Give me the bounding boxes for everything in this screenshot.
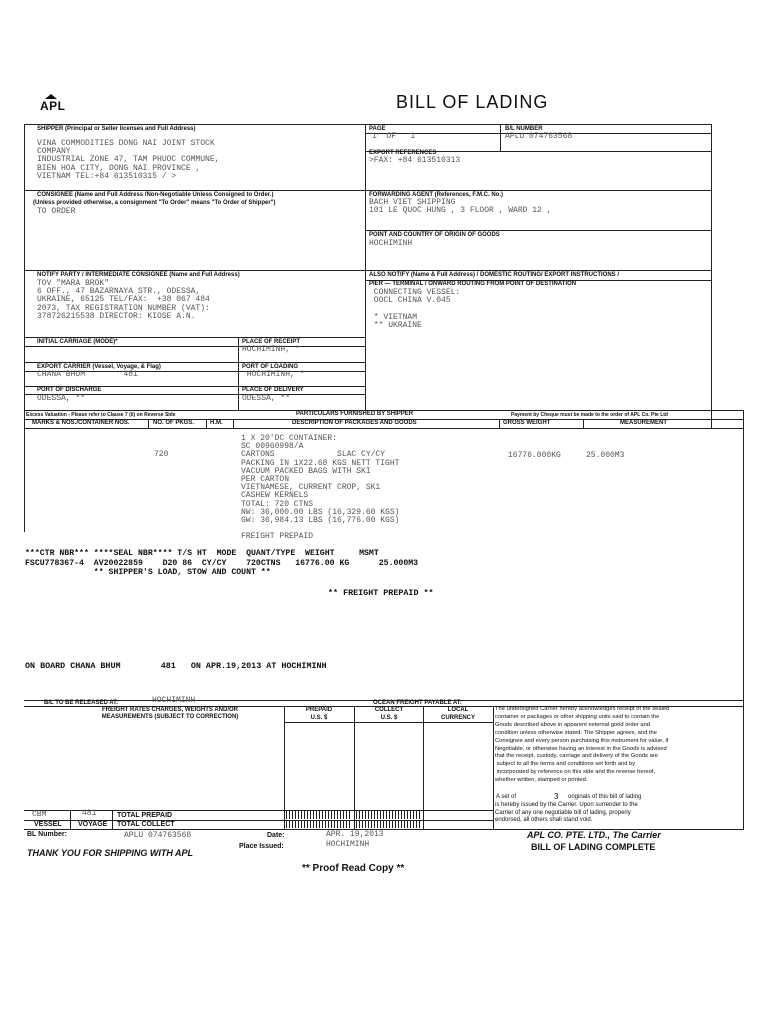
- rates-label-1: FREIGHT RATES CHARGES, WEIGHTS AND/OR: [101, 707, 238, 713]
- footer-date-label: Date:: [267, 832, 285, 839]
- payment-note: Payment by Cheque must be made to the order of APL Co. Pte Ltd: [511, 412, 668, 418]
- col-pkgs: NO. OF PKGS.: [153, 420, 195, 426]
- forwarding-label: FORWARDING AGENT (References, F.M.C. No.): [369, 192, 504, 198]
- local-currency: CURRENCY: [440, 715, 475, 721]
- prepaid-total-hatch: [286, 811, 352, 819]
- page-value: 1 OF 1: [372, 132, 416, 141]
- collect-currency: U.S. $: [380, 715, 398, 721]
- carrier-name: APL CO. PTE. LTD., The Carrier: [527, 830, 661, 840]
- logo-text: APL: [40, 99, 66, 113]
- footer-place-value: HOCHIMINH: [326, 840, 370, 849]
- also-notify-value: CONNECTING VESSEL: OOCL CHINA V.045 * VIETNAM ** UKRAINE: [373, 288, 461, 330]
- initial-carriage-label: INITIAL CARRIAGE (MODE)*: [37, 339, 118, 345]
- origin-label: POINT AND COUNTRY OF ORIGIN OF GOODS: [369, 232, 500, 238]
- export-carrier-value: CHANA BHUM 481: [37, 370, 138, 379]
- excess-valuation-note: Excess Valuation - Please refer to Clause 7 (ii) on Reverse Side: [26, 412, 176, 418]
- proof-read-copy: ** Proof Read Copy **: [302, 863, 405, 874]
- footer-bl-value: APLU 074763568: [124, 831, 192, 840]
- total-collect-label: TOTAL COLLECT: [117, 821, 175, 828]
- port-discharge-value: ODESSA, **: [37, 394, 86, 403]
- local-label: LOCAL: [447, 707, 469, 713]
- voyage-label: VOYAGE: [78, 821, 108, 828]
- pkgs-value: 720: [154, 450, 169, 459]
- notify-value: TOV "MARA BROK" 6 OFF., 47 BAZARNAYA STR., ODESSA, UKRAINE, 65125 TEL/FAX: +38 067 484 2073, TAX REGISTRATION NUMBER (VAT): 378726215538 DIRECTOR: KIOSE A.N.: [37, 279, 210, 321]
- prepaid-currency: U.S. $: [310, 715, 328, 721]
- goods-description: 1 X 20'DC CONTAINER: SC 00960998/A CARTONS SLAC CY/CY PACKING IN 1X22.68 KGS NETT TIGHT VACUUM PACKED BAGS WITH SKI PER CARTON VIETNAMESE, CURRENT CROP, SK1 CASHEW KERNELS TOTAL: 720 CTNS NW: 36,000.00 LBS (16,329.60 KGS) GW: 36,984.13 LBS (16,776.00 KGS) FREIGHT PREPAID: [241, 434, 400, 542]
- carrier-terms: The undersigned Carrier hereby acknowledges receipt of the sealed container or packages or other shipping units said to contain the Goods described above in apparent external good order and condition unless otherwise stated. The Shipper agrees, and the Consignee and every person purchasing this instrument for value, if Negotiable, or otherwise having an interest in the Goods is advised that the receipt, custody, carriage and delivery of the Goods are subject to all the terms and conditions set forth and by incorporated by reference on this side and the reverse hereof, whether written, stamped or printed.: [495, 706, 670, 784]
- container-details: ***CTR NBR*** ****SEAL NBR**** T/S HT MODE QUANT/TYPE WEIGHT MSMT FSCU778367-4 AV20022859 D20 86 CY/CY 720CTNS 16776.00 KG 25.000M3 ** SHIPPER'S LOAD, STOW AND COUNT **: [25, 549, 419, 577]
- release-label: B/L TO BE RELEASED AT:: [44, 700, 119, 706]
- notify-label: NOTIFY PARTY / INTERMEDIATE CONSIGNEE (Name and Full Address): [37, 272, 240, 278]
- release-value: HOCHIMINH: [152, 696, 196, 705]
- particulars-title: PARTICULARS FURNISHED BY SHIPPER: [296, 411, 414, 417]
- export-refs-label: EXPORT REFERENCES: [369, 150, 437, 156]
- total-prepaid-label: TOTAL PREPAID: [117, 812, 173, 819]
- prepaid-label: PREPAID: [305, 707, 333, 713]
- prepaid-collect-hatch: [286, 821, 352, 828]
- footer-bl-label: BL Number:: [27, 831, 67, 838]
- consignee-label-2: (Unless provided otherwise, a consignment "To Order" means "To Order of Shipper"): [33, 200, 276, 206]
- collect-collect-hatch: [356, 821, 422, 828]
- bl-number-value: APLU 074763568: [505, 132, 573, 141]
- origin-value: HOCHIMINH: [369, 239, 413, 248]
- gross-weight-value: 16776.000KG: [508, 451, 561, 460]
- col-hm: H.M.: [210, 420, 223, 426]
- export-refs-value: >FAX: +84 613510313: [369, 156, 461, 165]
- col-measure: MEASUREMENT: [620, 420, 668, 426]
- also-notify-label: ALSO NOTIFY (Name & Full Address) / DOMESTIC ROUTING/ EXPORT INSTRUCTIONS /: [369, 272, 620, 278]
- port-loading-value: HOCHIMINH, *: [242, 370, 305, 379]
- place-delivery-label: PLACE OF DELIVERY: [242, 387, 304, 393]
- cbm-label: CBM: [32, 810, 47, 819]
- place-receipt-label: PLACE OF RECEIPT: [242, 339, 301, 345]
- bl-complete: BILL OF LADING COMPLETE: [531, 842, 656, 852]
- terms-tail: is hereby issued by the Carrier. Upon surrender to the Carrier of any one negotiable bill of lading, properly endorsed, all others shall stand void.: [495, 802, 638, 824]
- export-carrier-label: EXPORT CARRIER (Vessel, Voyage, & Flag): [37, 364, 161, 370]
- thank-you-note: THANK YOU FOR SHIPPING WITH APL: [27, 848, 194, 858]
- cbm-value: 481: [82, 809, 97, 818]
- rates-label-2: MEASUREMENTS (SUBJECT TO CORRECTION): [101, 714, 239, 720]
- shipper-value: VINA COMMODITIES DONG NAI JOINT STOCK COMPANY INDUSTRIAL ZONE 47, TAM PHUOC COMMUNE, BIEN HOA CITY, DONG NAI PROVINCE , VIETNAM TEL:+84 613510315 / >: [37, 139, 220, 181]
- collect-total-hatch: [356, 811, 422, 819]
- collect-label: COLLECT: [374, 707, 404, 713]
- freight-prepaid-banner: ** FREIGHT PREPAID **: [328, 588, 434, 598]
- place-delivery-value: ODESSA, **: [242, 394, 291, 403]
- set-of-label: A set of: [496, 794, 517, 800]
- measurement-value: 25.000M3: [586, 451, 625, 460]
- col-marks: MARKS & NOS./CONTAINER NOS.: [32, 420, 130, 426]
- col-weight: GROSS WEIGHT: [503, 420, 551, 426]
- set-count: 3: [554, 792, 559, 801]
- consignee-label: CONSIGNEE (Name and Full Address /Non-Negotiable Unless Consigned to Order.): [37, 192, 274, 198]
- document-title: BILL OF LADING: [396, 92, 549, 112]
- originals-label: originals of this bill of lading: [568, 794, 642, 800]
- vessel-label: VESSEL: [34, 821, 62, 828]
- place-receipt-value: HOCHIMINH, *: [242, 345, 300, 354]
- ocean-freight-label: OCEAN FREIGHT PAYABLE AT:: [373, 700, 462, 706]
- forwarding-value: BACH VIET SHIPPING 101 LE QUOC HUNG , 3 FLOOR , WARD 12 ,: [369, 198, 552, 216]
- page-label: PAGE: [369, 126, 386, 132]
- col-desc: DESCRIPTION OF PACKAGES AND GOODS: [292, 420, 417, 426]
- port-loading-label: PORT OF LOADING: [242, 364, 298, 370]
- on-board-line: ON BOARD CHANA BHUM 481 ON APR.19,2013 AT HOCHIMINH: [25, 661, 327, 671]
- consignee-value: TO ORDER: [37, 207, 76, 216]
- port-discharge-label: PORT OF DISCHARGE: [37, 387, 102, 393]
- footer-place-label: Place Issued:: [239, 843, 284, 850]
- shipper-label: SHIPPER (Principal or Seller licenses and Full Address): [37, 126, 196, 132]
- also-notify-label-2: PIER — TERMINAL / ONWARD ROUTING FROM POINT OF DESTINATION: [369, 281, 577, 287]
- bl-number-label: B/L NUMBER: [505, 126, 543, 132]
- footer-date-value: APR. 19,2013: [326, 830, 384, 839]
- apl-logo: [36, 94, 66, 114]
